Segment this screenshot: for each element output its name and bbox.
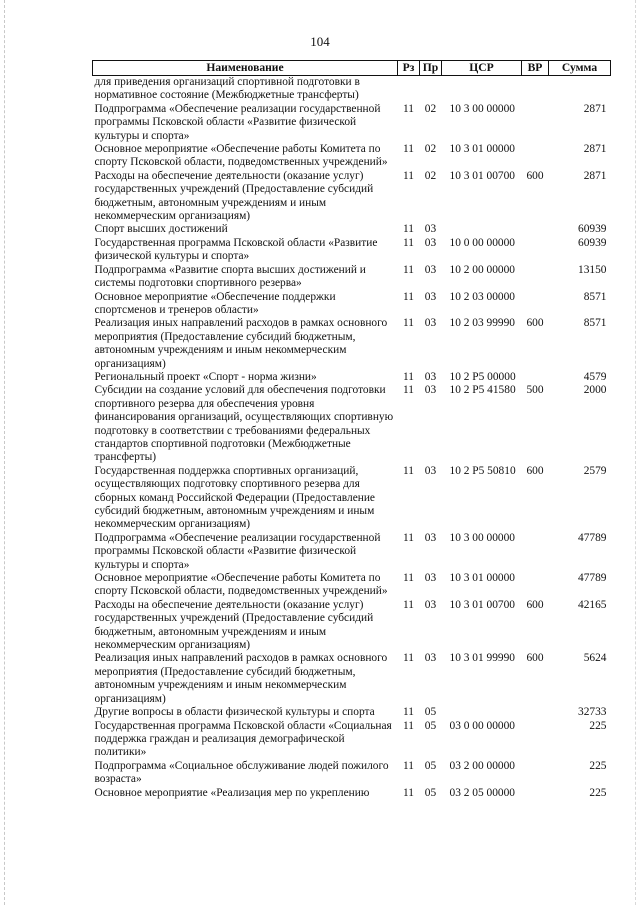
page-number: 104	[310, 34, 330, 49]
header-csr: ЦСР	[442, 61, 522, 76]
cell-rz: 11	[403, 263, 414, 276]
cell-csr: 10 0 00 00000	[449, 236, 515, 249]
cell-vr	[522, 760, 549, 787]
table-row	[93, 384, 611, 464]
table-header-row	[93, 61, 611, 76]
cell-vr	[522, 237, 549, 264]
cell-csr: 10 2 03 99990	[449, 317, 515, 330]
cell-name: Реализация иных направлений расходов в рамках основного мероприятия (Предоставление субсидий бюджетным, автономным учреждениям и иным некоммерческим организациям)	[94, 652, 388, 705]
cell-pr: 02	[424, 169, 437, 182]
cell-sum: 60939	[578, 223, 607, 236]
cell-sum: 2871	[583, 102, 607, 115]
cell-name: Расходы на обеспечение деятельности (оказание услуг) государственных учреждений (Предоставление субсидий бюджетным, автономным учреждениям и иным некоммерческим организациям)	[94, 169, 374, 223]
cell-name: Субсидии на создание условий для обеспечения подготовки спортивного резерва для обеспечения уровня финансирования организаций, осуществляющих спортивную подготовку в соответствии с требованиями федеральных стандартов спортивной подготовки (Межбюджетные трансферты)	[94, 384, 394, 464]
budget-table	[92, 60, 611, 800]
cell-name: Основное мероприятие «Обеспечение поддержки спортсменов и тренеров области»	[94, 290, 336, 316]
table-row	[93, 103, 611, 143]
cell-name: Основное мероприятие «Реализация мер по укреплению	[94, 786, 370, 799]
cell-rz: 11	[403, 223, 414, 236]
page-edge-right	[635, 0, 636, 905]
cell-sum: 2871	[583, 143, 607, 156]
cell-csr: 10 3 01 99990	[449, 652, 515, 665]
cell-pr: 03	[424, 572, 437, 585]
cell-sum: 225	[589, 759, 607, 772]
cell-csr: 10 2 03 00000	[449, 290, 515, 303]
cell-name: Подпрограмма «Обеспечение реализации государственной программы Псковской области «Развитие физической культуры и спорта»	[94, 531, 381, 571]
cell-name: Спорт высших достижений	[94, 223, 228, 236]
cell-sum: 2871	[583, 169, 607, 182]
cell-vr: 600	[526, 464, 544, 477]
cell-csr: 10 3 01 00000	[449, 143, 515, 156]
cell-pr: 05	[424, 719, 437, 732]
cell-vr	[522, 706, 549, 719]
cell-rz: 11	[403, 786, 414, 799]
cell-name: Государственная программа Псковской области «Развитие физической культуры и спорта»	[94, 236, 378, 263]
cell-vr	[522, 572, 549, 599]
cell-csr	[442, 706, 522, 719]
cell-name: Другие вопросы в области физической культуры и спорта	[94, 706, 375, 719]
cell-name: Подпрограмма «Социальное обслуживание людей пожилого возраста»	[94, 759, 389, 786]
cell-pr: 05	[424, 786, 437, 799]
cell-name: Региональный проект «Спорт - норма жизни»	[94, 370, 317, 383]
table-row	[93, 170, 611, 224]
cell-vr	[522, 143, 549, 170]
cell-csr: 03 0 00 00000	[449, 719, 515, 732]
cell-vr	[522, 223, 549, 236]
cell-rz: 11	[403, 598, 414, 611]
cell-sum: 8571	[583, 317, 607, 330]
cell-vr	[522, 720, 549, 760]
header-vr: ВР	[522, 61, 549, 76]
cell-sum: 47789	[578, 572, 607, 585]
cell-rz: 11	[403, 236, 414, 249]
table-row	[93, 143, 611, 170]
cell-sum: 47789	[578, 531, 607, 544]
cell-rz: 11	[403, 572, 414, 585]
cell-name: Подпрограмма «Обеспечение реализации государственной программы Псковской области «Развитие физической культуры и спорта»	[94, 102, 381, 142]
cell-rz: 11	[403, 464, 414, 477]
cell-vr	[522, 76, 549, 103]
cell-name: Реализация иных направлений расходов в рамках основного мероприятия (Предоставление субсидий бюджетным, автономным учреждениям и иным некоммерческим организациям)	[94, 317, 388, 370]
cell-sum	[549, 76, 611, 103]
cell-pr: 03	[424, 370, 437, 383]
table-row	[93, 465, 611, 532]
cell-csr: 10 2 P5 41580	[449, 384, 516, 397]
cell-name: Государственная поддержка спортивных организаций, осуществляющих подготовку спортивного резерва для сборных команд Российской Федерации (Предоставление субсидий бюджетным, автономным учреждениям и иным некоммерческим организациям)	[94, 464, 375, 531]
cell-name: Подпрограмма «Развитие спорта высших достижений и системы подготовки спортивного резерва»	[94, 263, 366, 290]
cell-rz: 11	[403, 531, 414, 544]
cell-rz: 11	[403, 706, 414, 719]
cell-pr: 03	[424, 384, 437, 397]
cell-pr: 02	[424, 143, 437, 156]
cell-name: Государственная программа Псковской области «Социальная поддержка граждан и реализация демографической политики»	[94, 719, 392, 759]
cell-sum: 5624	[583, 652, 607, 665]
header-rz: Рз	[398, 61, 420, 76]
cell-name: Расходы на обеспечение деятельности (оказание услуг) государственных учреждений (Предоставление субсидий бюджетным, автономным учреждениям и иным некоммерческим организациям)	[94, 598, 374, 652]
cell-rz: 11	[403, 652, 414, 665]
cell-rz: 11	[403, 384, 414, 397]
cell-pr: 03	[424, 652, 437, 665]
cell-pr: 05	[424, 706, 437, 719]
cell-rz: 11	[403, 317, 414, 330]
cell-vr	[522, 264, 549, 291]
cell-vr: 600	[526, 652, 544, 665]
cell-pr: 03	[424, 317, 437, 330]
table-row	[93, 787, 611, 800]
cell-rz: 11	[403, 143, 414, 156]
table-row	[93, 223, 611, 236]
table-row	[93, 317, 611, 371]
cell-pr: 03	[424, 290, 437, 303]
cell-rz: 11	[403, 169, 414, 182]
table-row	[93, 706, 611, 719]
table-row	[93, 572, 611, 599]
cell-csr	[442, 223, 522, 236]
cell-sum: 2000	[583, 384, 607, 397]
table-row	[93, 760, 611, 787]
cell-vr	[522, 787, 549, 800]
cell-sum: 42165	[578, 598, 607, 611]
table-row	[93, 371, 611, 384]
cell-rz: 11	[403, 102, 414, 115]
cell-rz	[398, 76, 420, 103]
cell-sum: 60939	[578, 236, 607, 249]
cell-sum: 4579	[583, 370, 607, 383]
cell-csr: 10 3 00 00000	[449, 531, 515, 544]
cell-rz: 11	[403, 290, 414, 303]
cell-csr: 03 2 05 00000	[449, 786, 515, 799]
cell-rz: 11	[403, 370, 414, 383]
cell-csr: 10 2 P5 50810	[449, 464, 516, 477]
cell-rz: 11	[403, 719, 414, 732]
page-edge-left	[4, 0, 5, 905]
table-row	[93, 237, 611, 264]
cell-pr: 03	[424, 598, 437, 611]
table-row	[93, 720, 611, 760]
cell-csr: 10 2 00 00000	[449, 263, 515, 276]
cell-vr	[522, 532, 549, 572]
cell-pr	[420, 76, 442, 103]
header-sum: Сумма	[549, 61, 611, 76]
cell-sum: 13150	[578, 263, 607, 276]
cell-csr: 10 2 P5 00000	[449, 370, 516, 383]
cell-pr: 05	[424, 759, 437, 772]
cell-sum: 2579	[583, 464, 607, 477]
table-body	[93, 76, 611, 800]
header-pr: Пр	[420, 61, 442, 76]
cell-vr: 600	[526, 317, 544, 330]
cell-sum: 225	[589, 786, 607, 799]
table-row	[93, 291, 611, 318]
table-row	[93, 264, 611, 291]
cell-pr: 03	[424, 223, 437, 236]
cell-name: Основное мероприятие «Обеспечение работы Комитета по спорту Псковской области, подведомственных учреждений»	[94, 143, 388, 169]
table-row	[93, 532, 611, 572]
cell-vr	[522, 371, 549, 384]
header-name: Наименование	[93, 61, 398, 76]
cell-csr: 03 2 00 00000	[449, 759, 515, 772]
cell-csr: 10 3 01 00700	[449, 598, 515, 611]
cell-sum: 8571	[583, 290, 607, 303]
cell-pr: 03	[424, 464, 437, 477]
table-row	[93, 652, 611, 706]
cell-vr: 600	[526, 598, 544, 611]
cell-name: для приведения организаций спортивной подготовки в нормативное состояние (Межбюджетные трансферты)	[94, 76, 360, 102]
table-row	[93, 599, 611, 653]
cell-vr: 600	[526, 169, 544, 182]
cell-pr: 03	[424, 531, 437, 544]
cell-csr	[442, 76, 522, 103]
cell-name: Основное мероприятие «Обеспечение работы Комитета по спорту Псковской области, подведомственных учреждений»	[94, 572, 388, 598]
cell-pr: 03	[424, 263, 437, 276]
cell-csr: 10 3 01 00700	[449, 169, 515, 182]
cell-csr: 10 3 00 00000	[449, 102, 515, 115]
cell-vr	[522, 291, 549, 318]
table-row	[93, 76, 611, 103]
cell-csr: 10 3 01 00000	[449, 572, 515, 585]
cell-pr: 03	[424, 236, 437, 249]
cell-vr	[522, 103, 549, 143]
cell-rz: 11	[403, 759, 414, 772]
cell-sum: 32733	[578, 706, 607, 719]
cell-vr: 500	[526, 384, 544, 397]
cell-sum: 225	[589, 719, 607, 732]
cell-pr: 02	[424, 102, 437, 115]
